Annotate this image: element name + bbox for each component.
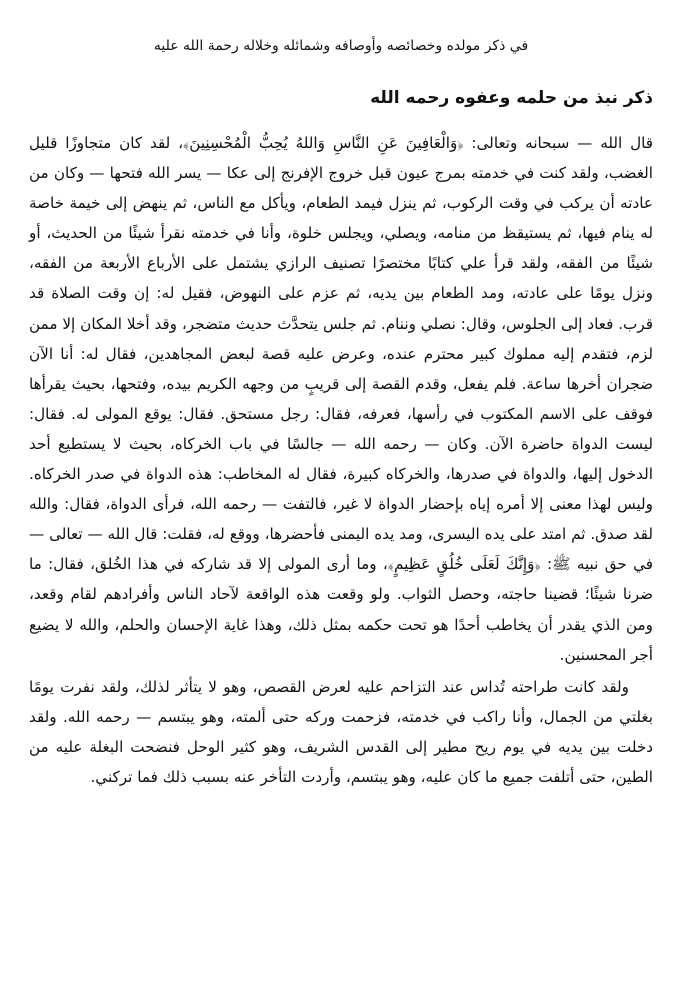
section-title: ذكر نبذ من حلمه وعفوه رحمه الله — [370, 88, 653, 108]
paragraph: ولقد كانت طراحته تُداس عند التزاحم عليه لعرض القصص، وهو لا يتأثر لذلك، ولقد نفرت يومًا بغلتي من الجمال، وأنا راكب في خدمته، فزحمت وركه حتى ألمته، وهو يبتسم — رحمه الله. ولقد دخلت بين يديه في يوم ريح مطير إلى القدس الشريف، وهو كثير الوحل فنضحت البغلة عليه من الطين، حتى أتلفت جميع ما كان عليه، وهو يبتسم، وأردت التأخر عنه بسبب ذلك فما تركني. — [29, 677, 653, 786]
running-header: في ذكر مولده وخصائصه وأوصافه وشمائله وخلاله رحمة الله عليه — [153, 38, 529, 54]
paragraph: قال الله — سبحانه وتعالى: ﴿وَالْعَافِينَ عَنِ النَّاسِ وَاللهُ يُحِبُّ الْمُحْسِنِينَ﴾، لقد كان متجاوزًا قليل الغضب، ولقد كنت في خدمته بمرج عيون قبل خروج الإفرنج إلى عكا — يسر الله فتحها — وكان من عادته أن يركب في وقت الركوب، ثم ينزل فيمد الطعام، ويأكل مع الناس، ثم ينهض إلى خيمة خاصة له ينام فيها، ثم يستيقظ من منامه، ويصلي، ويجلس خلوة، وأنا في خدمته نقرأ شيئًا من الحديث، أو شيئًا من الفقه، ولقد قرأ علي كتابًا مختصرًا تصنيف الرازي يشتمل على الأرباع الأربعة من الفقه، ونزل يومًا على عادته، ومد الطعام بين يديه، ثم عزم على النهوض، فقيل له: إن وقت الصلاة قد قرب. فعاد إلى الجلوس، وقال: نصلي وننام. ثم جلس يتحدَّث حديث متضجر، وقد أخلا المكان إلا ممن لزم، فتقدم إليه مملوك كبير محترم عنده، وعرض عليه قصة لبعض المجاهدين، فقال له: أنا الآن ضجران أخرها ساعة. فلم يفعل، وقدم القصة إلى قريبٍ من وجهه الكريم بيده، وفتحها، بحيث يقرأها فوقف على الاسم المكتوب في رأسها، فعرفه، فقال: رجل مستحق. فقال: يوقع المولى له. فقال: ليست الدواة حاضرة الآن. وكان — رحمه الله — جالسًا في باب الخركاه، بحيث لا يستطيع أحد الدخول إليها، والدواة في صدرها، والخركاه كبيرة، فقال له المخاطب: هذه الدواة في صدر الخركاه. وليس لهذا معنى إلا أمره إياه بإحضار الدواة لا غير، فالتفت — رحمه الله، فرأى الدواة، فقال: والله لقد صدق. ثم امتد على يده اليسرى، ومد يده اليمنى فأحضرها، ووقع له، فقلت: قال الله — تعالى — في حق نبيه ﷺ: ﴿وَإِنَّكَ لَعَلَى خُلُقٍ عَظِيمٍ﴾، وما أرى المولى إلا قد شاركه في هذا الخُلق، فقال: ما ضرنا شيئًا؛ قضينا حاجته، وحصل الثواب. ولو وقعت هذه الواقعة لآحاد الناس وأفرادهم لقام وقعد، ومن الذي يقدر أن يخاطب أحدًا هو تحت حكمه بمثل ذلك، وهذا غاية الإحسان والحلم، والله لا يضيع أجر المحسنين. — [29, 134, 653, 664]
